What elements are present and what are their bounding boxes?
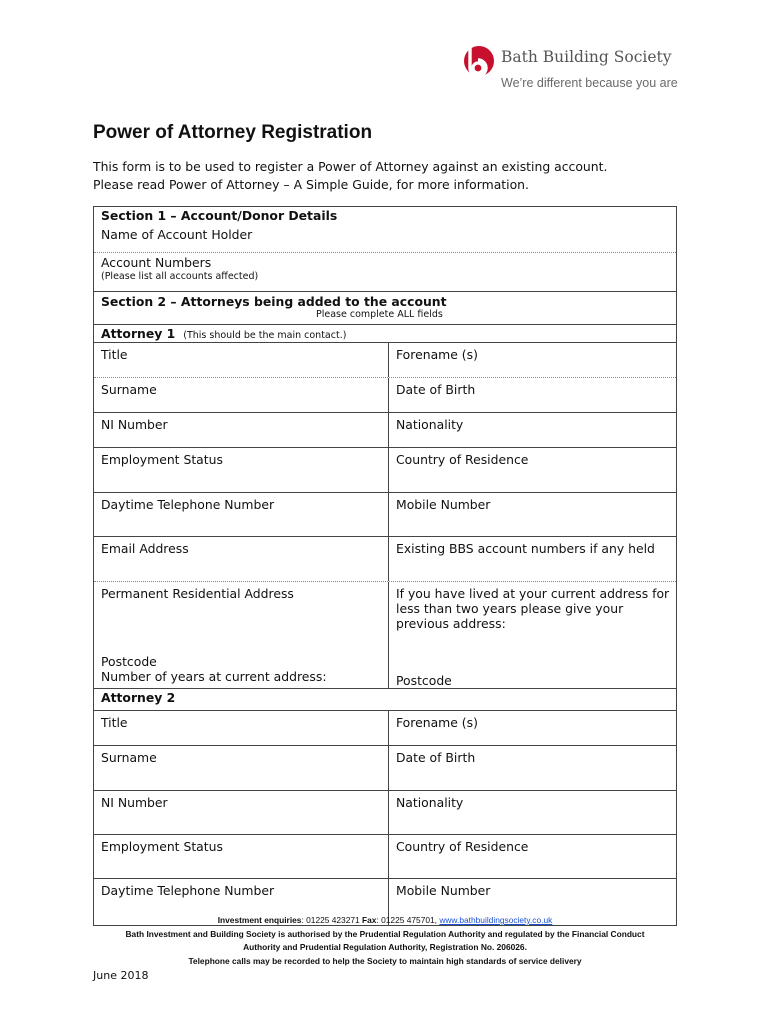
field-label: Employment Status — [101, 839, 223, 854]
attorney-1-forename-field[interactable] — [389, 343, 676, 377]
intro-line-1: This form is to be used to register a Power of Attorney against an existing account. — [93, 159, 608, 174]
page-title: Power of Attorney Registration — [93, 122, 373, 143]
attorney-2-row — [94, 745, 676, 790]
attorney-1-nationality-field[interactable] — [389, 413, 676, 447]
website-link[interactable]: www.bathbuildingsociety.co.uk — [439, 915, 553, 925]
attorney-2-title: Attorney 2 — [101, 690, 176, 705]
footer-regulation-line-1: Bath Investment and Building Society is authorised by the Prudential Regulation Authority and regulated by the Financial Conduct — [125, 928, 645, 939]
attorney-2-forename-field[interactable] — [389, 711, 676, 745]
attorney-2-employment-field[interactable] — [94, 835, 389, 878]
registration-form — [93, 206, 677, 926]
field-label: Mobile Number — [396, 497, 491, 512]
field-label: Existing BBS account numbers if any held — [396, 541, 655, 556]
attorney-1-surname-field[interactable] — [94, 378, 389, 412]
attorney-1-dob-field[interactable] — [389, 378, 676, 412]
footer-contact-line — [93, 914, 677, 928]
field-label: Country of Residence — [396, 452, 529, 467]
enquiries-phone: : 01225 423271 — [301, 915, 363, 925]
attorney-1-employment-field[interactable] — [94, 448, 389, 492]
field-label: Nationality — [396, 417, 464, 432]
postcode-label: Postcode — [101, 654, 157, 669]
attorney-2-residence-field[interactable] — [389, 835, 676, 878]
attorney-1-row — [94, 412, 676, 447]
field-label: Nationality — [396, 795, 464, 810]
field-label: Daytime Telephone Number — [101, 883, 275, 898]
attorney-1-ni-field[interactable] — [94, 413, 389, 447]
attorney-1-row — [94, 536, 676, 581]
account-holder-field[interactable] — [94, 226, 676, 252]
field-label: Mobile Number — [396, 883, 491, 898]
logo-tagline: We’re different because you are — [501, 76, 678, 90]
attorney-2-title-cell — [94, 689, 389, 710]
section-2-header — [94, 292, 676, 325]
section-1-title: Section 1 – Account/Donor Details — [101, 208, 338, 223]
footer-recording-notice: Telephone calls may be recorded to help the Society to maintain high standards of service delivery — [188, 955, 582, 966]
account-numbers-note: (Please list all accounts affected) — [101, 271, 259, 282]
attorney-2-nationality-field[interactable] — [389, 791, 676, 834]
attorney-1-bbs-accounts-field[interactable] — [389, 537, 676, 581]
attorney-1-subtitle: (This should be the main contact.) — [183, 330, 347, 341]
attorney-2-row — [94, 710, 676, 745]
account-numbers-field[interactable] — [94, 252, 676, 291]
attorney-2-surname-field[interactable] — [94, 746, 389, 790]
brand-logo — [459, 44, 689, 94]
account-holder-label: Name of Account Holder — [101, 227, 253, 242]
attorney-2-heading — [94, 688, 676, 710]
field-label: Daytime Telephone Number — [101, 497, 275, 512]
field-label: Forename (s) — [396, 347, 478, 362]
section-2-note: Please complete ALL fields — [316, 309, 443, 320]
attorney-1-row — [94, 342, 676, 377]
field-label: NI Number — [101, 417, 168, 432]
attorney-1-title: Attorney 1 — [101, 326, 176, 341]
attorney-2-title-field[interactable] — [94, 711, 389, 745]
attorney-1-row — [94, 492, 676, 536]
footer — [93, 914, 677, 968]
years-at-address-label: Number of years at current address: — [101, 669, 327, 684]
field-label: Employment Status — [101, 452, 223, 467]
field-label: Surname — [101, 750, 157, 765]
field-label: Surname — [101, 382, 157, 397]
attorney-1-telephone-field[interactable] — [94, 493, 389, 536]
attorney-1-address-row — [94, 581, 676, 688]
footer-regulation-line-2: Authority and Prudential Regulation Authority, Registration No. 206026. — [243, 942, 527, 953]
fax-number: : 01225 475701, — [376, 915, 440, 925]
fax-label: Fax — [362, 915, 377, 925]
intro-line-2: Please read Power of Attorney – A Simple Guide, for more information. — [93, 177, 529, 192]
attorney-1-address-field[interactable] — [94, 582, 389, 688]
intro-text — [93, 158, 607, 194]
field-label: Title — [101, 347, 128, 362]
attorney-1-title-field[interactable] — [94, 343, 389, 377]
section-2-title: Section 2 – Attorneys being added to the account — [101, 294, 447, 309]
section-2 — [93, 291, 677, 926]
field-label: NI Number — [101, 795, 168, 810]
attorney-1-heading — [94, 325, 676, 342]
attorney-1-previous-address-field[interactable] — [389, 582, 676, 688]
previous-postcode-label: Postcode — [396, 673, 452, 688]
field-label: Date of Birth — [396, 750, 476, 765]
logo-mark-icon — [459, 44, 495, 80]
attorney-1-residence-field[interactable] — [389, 448, 676, 492]
section-1 — [93, 206, 677, 291]
field-label: Date of Birth — [396, 382, 476, 397]
attorney-2-row — [94, 834, 676, 878]
field-label: Email Address — [101, 541, 189, 556]
attorney-1-row — [94, 377, 676, 412]
attorney-2-row — [94, 790, 676, 834]
enquiries-label: Investment enquiries — [217, 915, 302, 925]
logo-name: Bath Building Society — [501, 48, 672, 66]
attorney-1-row — [94, 447, 676, 492]
field-label: Title — [101, 715, 128, 730]
field-label: Country of Residence — [396, 839, 529, 854]
attorney-2-ni-field[interactable] — [94, 791, 389, 834]
field-label: Forename (s) — [396, 715, 478, 730]
document-date: June 2018 — [93, 969, 149, 982]
address-label: Permanent Residential Address — [101, 586, 294, 601]
account-numbers-label: Account Numbers — [101, 255, 212, 270]
attorney-2-dob-field[interactable] — [389, 746, 676, 790]
previous-address-label: If you have lived at your current address for less than two years please give your previous address: — [396, 586, 670, 631]
attorney-1-mobile-field[interactable] — [389, 493, 676, 536]
attorney-1-email-field[interactable] — [94, 537, 389, 581]
